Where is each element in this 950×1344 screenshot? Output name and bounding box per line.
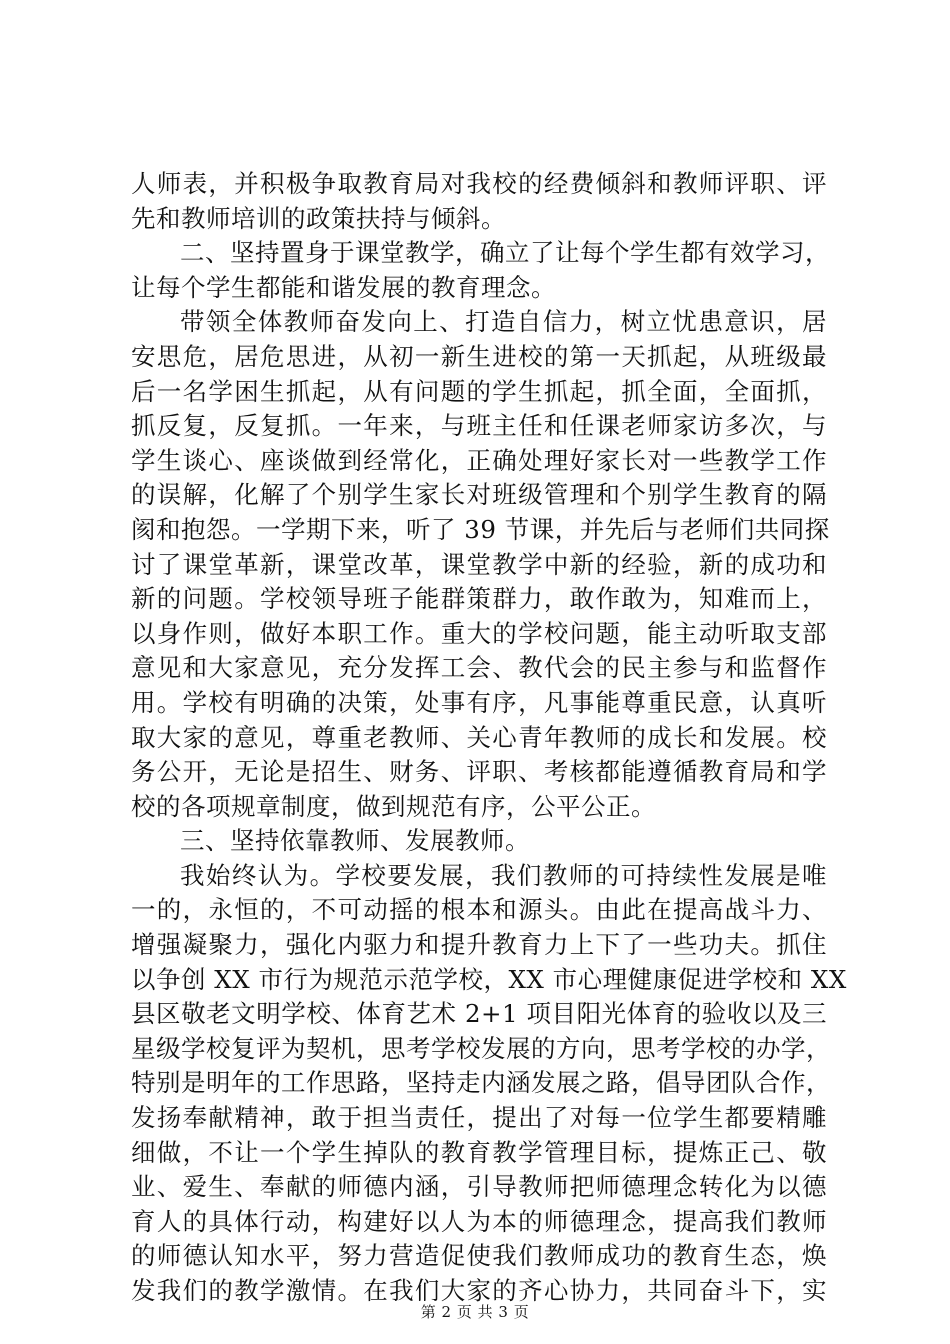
body-text	[131, 167, 847, 1309]
text-line: 取大家的意见，尊重老教师、关心青年教师的成长和发展。校	[131, 722, 827, 752]
text-line: 的误解，化解了个别学生家长对班级管理和个别学生教育的隔	[131, 480, 827, 510]
paragraph-start: 带领全体教师奋发向上、打造自信力，树立忧患意识，居	[180, 307, 827, 337]
text-line: 务公开，无论是招生、财务、评职、考核都能遵循教育局和学	[131, 757, 827, 787]
text-line: 人师表，并积极争取教育局对我校的经费倾斜和教师评职、评	[131, 169, 827, 198]
text-line: 以身作则，做好本职工作。重大的学校问题，能主动听取支部	[131, 618, 827, 648]
text-line: 新的问题。学校领导班子能群策群力，敢作敢为，知难而上，	[131, 584, 827, 614]
text-line: 一的，永恒的，不可动摇的根本和源头。由此在提高战斗力、	[131, 895, 827, 925]
text-line: 业、爱生、奉献的师德内涵，引导教师把师德理念转化为以德	[131, 1172, 827, 1202]
text-line: 的师德认知水平，努力营造促使我们教师成功的教育生态，焕	[131, 1241, 827, 1271]
text-line: 星级学校复评为契机，思考学校发展的方向，思考学校的办学，	[131, 1033, 831, 1063]
paragraph-start: 我始终认为。学校要发展，我们教师的可持续性发展是唯	[180, 860, 827, 890]
text-line: 阂和抱怨。一学期下来，听了 39 节课，并先后与老师们共同探	[131, 514, 830, 544]
text-line: 用。学校有明确的决策，处事有序，凡事能尊重民意，认真听	[131, 687, 827, 717]
text-line: 校的各项规章制度，做到规范有序，公平公正。	[131, 791, 656, 821]
text-line: 增强凝聚力，强化内驱力和提升教育力上下了一些功夫。抓住	[131, 930, 827, 960]
text-line: 以争创 XX 市行为规范示范学校，XX 市心理健康促进学校和 XX	[131, 964, 847, 994]
text-line: 先和教师培训的政策扶持与倾斜。	[131, 203, 506, 233]
text-line: 发我们的教学激情。在我们大家的齐心协力，共同奋斗下，实	[131, 1276, 827, 1305]
text-line: 育人的具体行动，构建好以人为本的师德理念，提高我们教师	[131, 1206, 827, 1236]
text-line: 县区敬老文明学校、体育艺术 2+1 项目阳光体育的验收以及三	[131, 999, 827, 1029]
text-line: 后一名学困生抓起，从有问题的学生抓起，抓全面，全面抓，	[131, 376, 827, 406]
text-line: 意见和大家意见，充分发挥工会、教代会的民主参与和监督作	[131, 653, 827, 683]
page-footer: 第 2 页 共 3 页	[420, 1303, 530, 1321]
text-line: 细做，不让一个学生掉队的教育教学管理目标，提炼正己、敬	[131, 1137, 827, 1167]
text-line: 学生谈心、座谈做到经常化，正确处理好家长对一些教学工作	[131, 445, 827, 475]
text-line: 让每个学生都能和谐发展的教育理念。	[131, 272, 556, 302]
text-line: 抓反复，反复抓。一年来，与班主任和任课老师家访多次，与	[131, 411, 827, 441]
text-line: 讨了课堂革新，课堂改革，课堂教学中新的经验，新的成功和	[131, 549, 827, 579]
text-line: 发扬奉献精神，敢于担当责任，提出了对每一位学生都要精雕	[131, 1103, 827, 1133]
text-line: 安思危，居危思进，从初一新生进校的第一天抓起，从班级最	[131, 341, 827, 371]
section-heading-3: 三、坚持依靠教师、发展教师。	[180, 826, 530, 856]
section-heading-2: 二、坚持置身于课堂教学，确立了让每个学生都有效学习，	[180, 238, 830, 268]
text-line: 特别是明年的工作思路，坚持走内涵发展之路，倡导团队合作，	[131, 1068, 831, 1098]
